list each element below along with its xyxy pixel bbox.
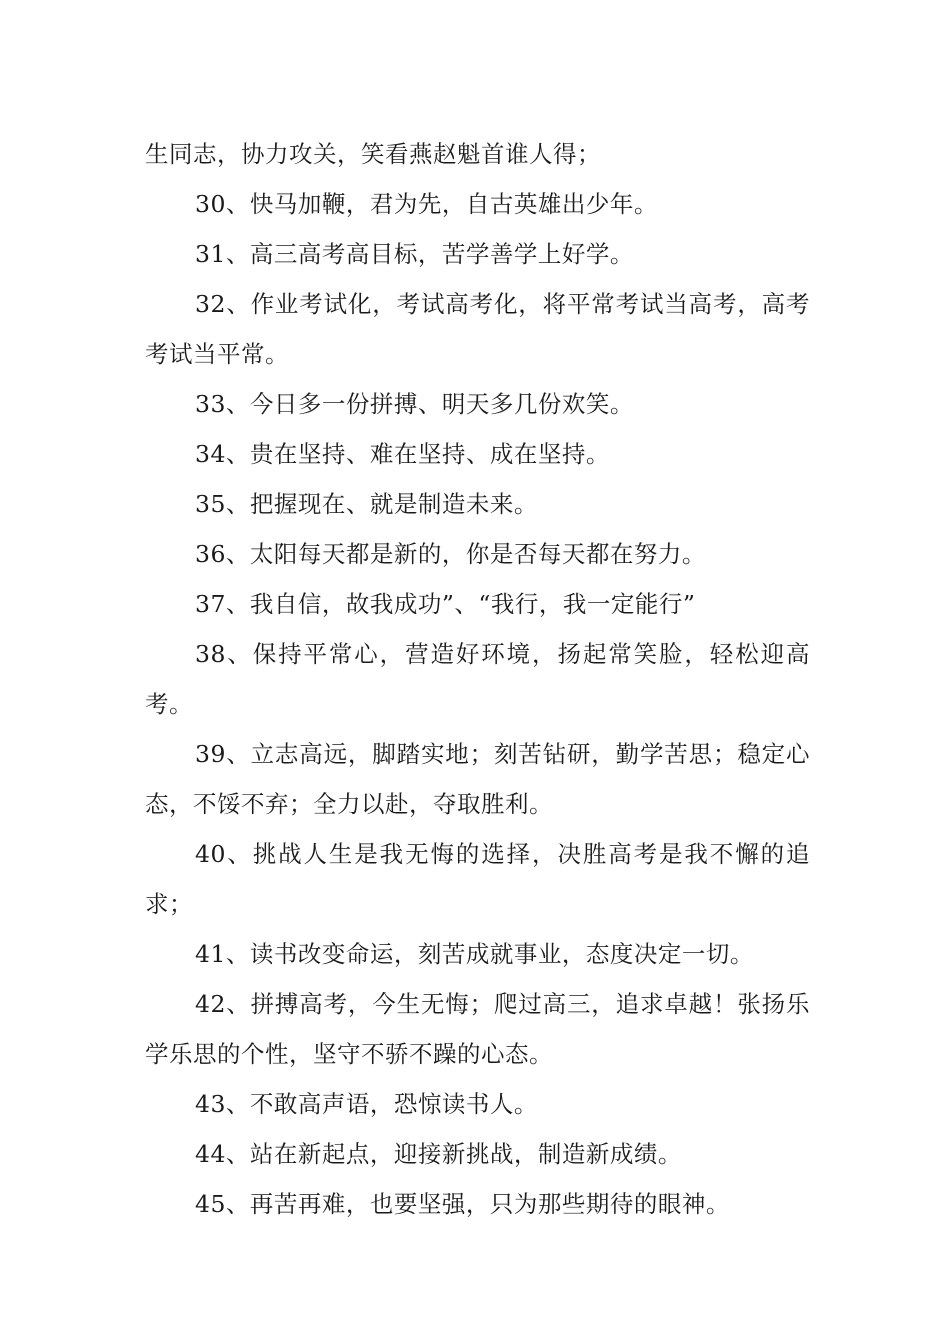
paragraph-45: 45、再苦再难，也要坚强，只为那些期待的眼神。 bbox=[195, 1190, 730, 1218]
paragraph-32: 32、作业考试化，考试高考化，将平常考试当高考，高考考试当平常。 bbox=[145, 290, 810, 368]
paragraph-38: 38、保持平常心，营造好环境，扬起常笑脸，轻松迎高考。 bbox=[145, 640, 810, 718]
paragraph-39: 39、立志高远，脚踏实地；刻苦钻研，勤学苦思；稳定心态，不馁不弃；全力以赴，夺取胜利。 bbox=[145, 740, 810, 818]
paragraph-30: 30、快马加鞭，君为先，自古英雄出少年。 bbox=[195, 190, 658, 218]
paragraph-42: 42、拼搏高考，今生无悔；爬过高三，追求卓越！张扬乐学乐思的个性，坚守不骄不躁的心态。 bbox=[145, 990, 810, 1068]
paragraph-44: 44、站在新起点，迎接新挑战，制造新成绩。 bbox=[195, 1140, 682, 1168]
paragraph-37: 37、我自信，故我成功”、“我行，我一定能行” bbox=[195, 590, 696, 618]
paragraph-36: 36、太阳每天都是新的，你是否每天都在努力。 bbox=[195, 540, 706, 568]
paragraph-41: 41、读书改变命运，刻苦成就事业，态度决定一切。 bbox=[195, 940, 754, 968]
paragraph-31: 31、高三高考高目标，苦学善学上好学。 bbox=[195, 240, 634, 268]
paragraph-43: 43、不敢高声语，恐惊读书人。 bbox=[195, 1090, 538, 1118]
paragraph-continuation: 生同志，协力攻关，笑看燕赵魁首谁人得； bbox=[145, 140, 601, 168]
paragraph-35: 35、把握现在、就是制造未来。 bbox=[195, 490, 538, 518]
document-body bbox=[145, 129, 810, 1229]
paragraph-34: 34、贵在坚持、难在坚持、成在坚持。 bbox=[195, 440, 610, 468]
paragraph-40: 40、挑战人生是我无悔的选择，决胜高考是我不懈的追求； bbox=[145, 840, 810, 918]
paragraph-33: 33、今日多一份拼搏、明天多几份欢笑。 bbox=[195, 390, 634, 418]
